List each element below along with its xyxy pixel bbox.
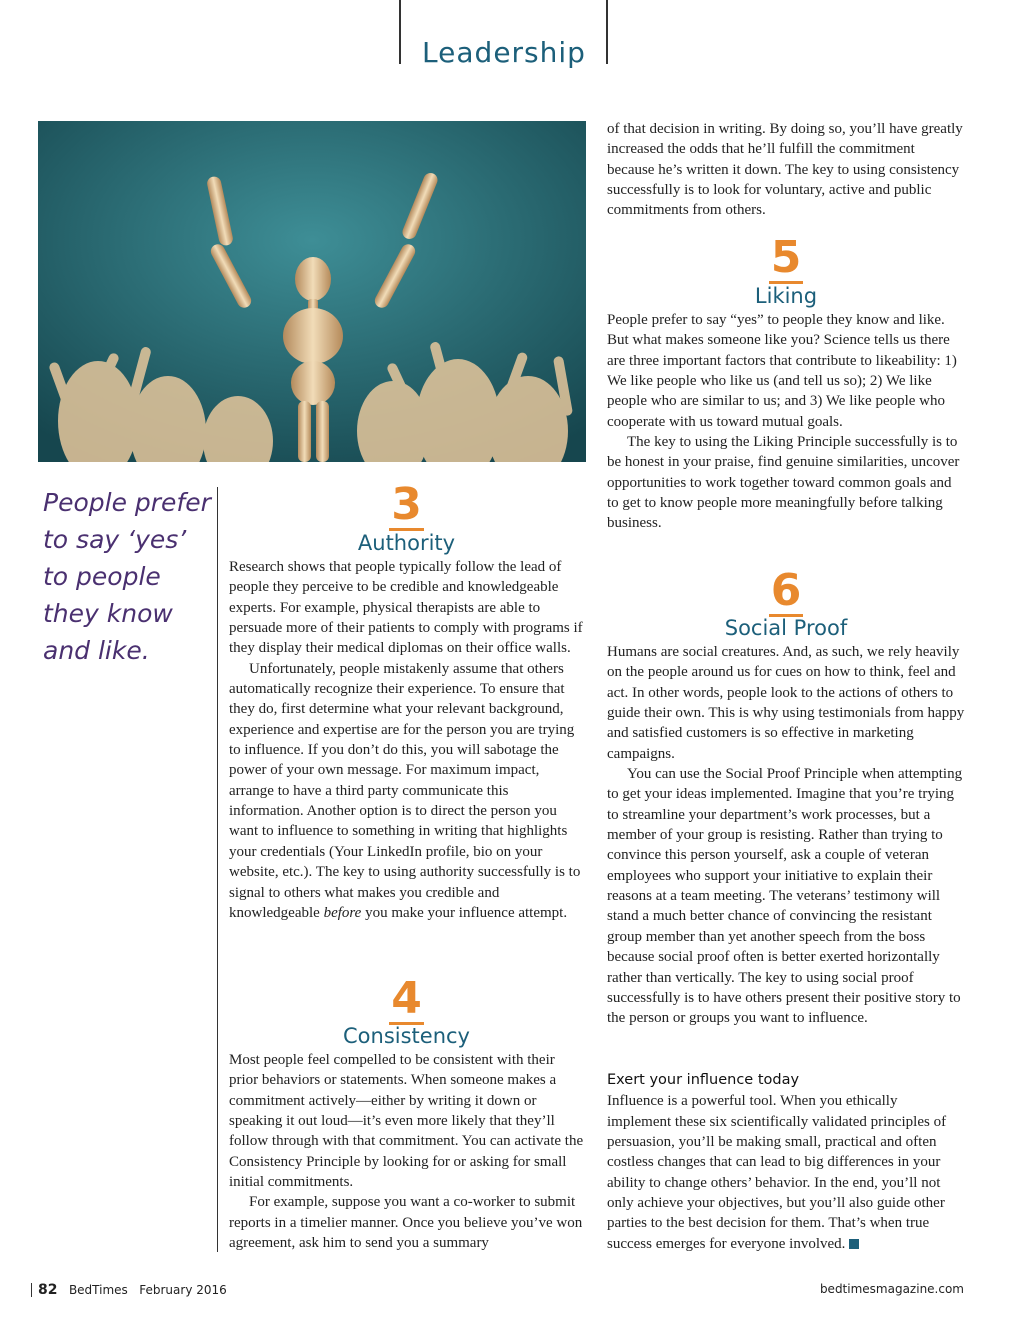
authority-text [229, 557, 584, 923]
authority-paragraph-1: Research shows that people typically follow the lead of people they perceive to be credible and knowledgeable experts. For example, physical therapists are able to persuade more of their patients to comply with programs if they display their medical diplomas on their office walls. [229, 559, 583, 657]
consistency-number: 4 [391, 973, 422, 1024]
social-proof-text [607, 642, 965, 1029]
consistency-paragraph-1: Most people feel compelled to be consistent with their prior behaviors or statements. When someone makes a commitment actively—either by writing it down or speaking it out loud—it’s even more likely that they’ll follow through with that commitment. You can activate the Consistency Principle by looking for or asking for small initial commitments. [229, 1052, 584, 1191]
liking-number: 5 [770, 232, 802, 283]
footer-rule [31, 1283, 32, 1297]
page-number: 82 [38, 1282, 58, 1298]
consistency-title: Consistency [343, 1024, 470, 1048]
continued-paragraph: of that decision in writing. By doing so, you’ll have greatly increased the odds that he’ll fulfill the commitment because he’s written it down. The key to using consistency successfully is to look for voluntary, active and public commitments from others. [607, 121, 963, 219]
section-title: Leadership [422, 36, 586, 69]
liking-text [607, 310, 965, 534]
liking-paragraph-1: People prefer to say “yes” to people they know and like. But what makes someone like you? Science tells us there are three important factors that contribute to likeability: 1) We like people who like us (and tell us so); 2) We like people who are similar to us; and 3) We like people who cooperate with us toward mutual goals. [607, 312, 957, 430]
mannequin-photo [38, 121, 586, 462]
website-url: bedtimesmagazine.com [819, 1282, 964, 1296]
end-mark-icon [849, 1239, 859, 1249]
social-proof-paragraph-1: Humans are social creatures. And, as such, we rely heavily on the people around us for cues on how to think, feel and act. In other words, people look to the actions of others to guide their own. This is why using testimonials from happy and satisfied customers is so effective in marketing campaigns. [607, 644, 965, 762]
exert-influence-heading: Exert your influence today [607, 1072, 800, 1088]
consistency-paragraph-2: For example, suppose you want a co-worker to submit reports in a timelier manner. Once you believe you’ve won agreement, ask him to send you a summary [229, 1194, 583, 1252]
issue-date: February 2016 [139, 1283, 227, 1297]
social-proof-title: Social Proof [724, 616, 848, 640]
consistency-continued [607, 119, 965, 221]
footer-left [38, 1282, 227, 1298]
pull-quote: People prefer to say ‘yes’ to people they know and like. [43, 488, 211, 665]
authority-number: 3 [391, 479, 422, 530]
social-proof-paragraph-2: You can use the Social Proof Principle when attempting to get your ideas implemented. Imagine that you’re trying to streamline your department’s work processes, but a member of your group is resisting. Rather than trying to convince this person yourself, ask a couple of veteran employees who support your initiative to explain their reasons at a team meeting. The veterans’ testimony will stand a much better chance of convincing the resistant group member than yet another speech from the boss because social proof often is better exerted horizontally rather than vertically. The key to using social proof successfully is to have others present their positive story to the person or groups you want to influence. [607, 766, 963, 1027]
liking-title: Liking [754, 284, 818, 308]
liking-paragraph-2: The key to using the Liking Principle successfully is to be honest in your praise, find genuine similarities, uncover opportunities to work together toward common goals and to get to know people more meaningfully before talking business. [607, 434, 960, 532]
exert-influence-section [607, 1070, 965, 1254]
magazine-name: BedTimes [68, 1283, 128, 1297]
consistency-text [229, 1050, 584, 1253]
authority-paragraph-2: Unfortunately, people mistakenly assume that others automatically recognize their experience. To ensure that they do, first determine what your relevant background, experience and expertise are for the person you are trying to influence. If you don’t do this, you will sabotage the power of your own message. For maximum impact, arrange to have a third party communicate this information. Another option is to direct the person you want to influence to something in writing that highlights your credentials (Your LinkedIn profile, bio on your website, etc.). The key to using authority successfully is to signal to others what makes you credible and knowledgeable before you make your influence attempt. [229, 660, 581, 921]
exert-influence-paragraph: Influence is a powerful tool. When you ethically implement these six scientifically validated principles of persuasion, you’ll be making small, practical and often costless changes that can lead to big differences in your ability to change others’ behavior. In the end, you’ll not only achieve your objectives, but you’ll also guide other parties to the best decision for them. That’s when true success emerges for everyone involved. [607, 1093, 947, 1252]
social-proof-number: 6 [770, 565, 802, 616]
column-divider [217, 487, 218, 1252]
authority-title: Authority [357, 531, 456, 555]
